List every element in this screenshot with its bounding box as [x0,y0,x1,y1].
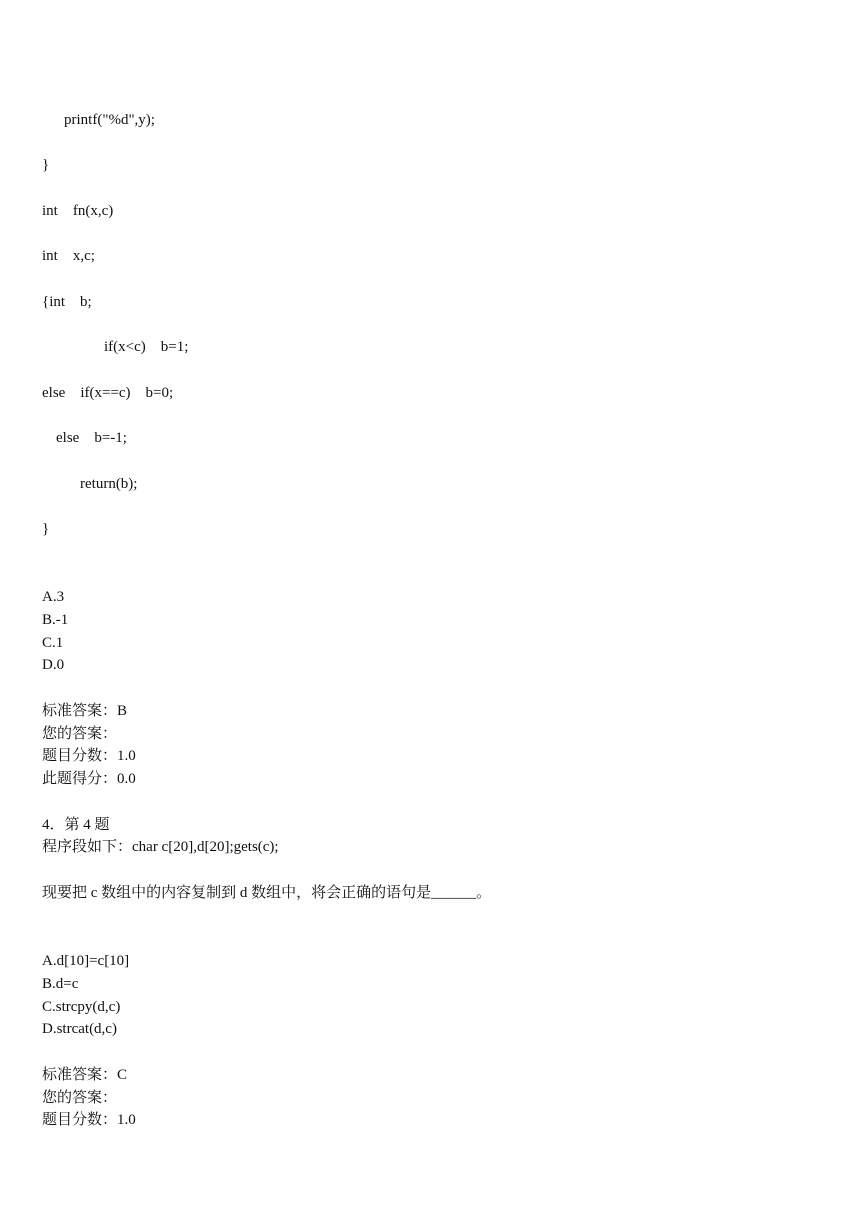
code-line: {int b; [42,294,92,310]
option-d: D.0 [42,657,65,673]
question-heading: 4．第 4 题 [42,817,110,833]
your-answer: 您的答案： [42,1090,118,1106]
code-line: } [42,157,50,173]
standard-answer: 标准答案：B [42,703,128,719]
option-c: C.strcpy(d,c) [42,999,121,1015]
code-line: else if(x==c) b=0; [42,385,174,401]
option-b: B.d=c [42,976,79,992]
your-answer: 您的答案： [42,726,118,742]
code-line: } [42,521,50,537]
option-c: C.1 [42,635,64,651]
standard-answer: 标准答案：C [42,1067,128,1083]
question-score: 题目分数：1.0 [42,748,136,764]
option-a: A.d[10]=c[10] [42,953,130,969]
question-score: 题目分数：1.0 [42,1112,136,1128]
option-a: A.3 [42,589,65,605]
code-line: int x,c; [42,248,95,264]
option-b: B.-1 [42,612,69,628]
code-line: int fn(x,c) [42,203,114,219]
code-line: else b=-1; [56,430,127,446]
earned-score: 此题得分：0.0 [42,771,136,787]
code-line: printf("%d",y); [64,112,155,128]
code-line: if(x<c) b=1; [104,339,189,355]
question-stem: 程序段如下：char c[20],d[20];gets(c); [42,839,279,855]
option-d: D.strcat(d,c) [42,1021,117,1037]
code-line: return(b); [80,476,138,492]
question-stem: 现要把 c 数组中的内容复制到 d 数组中，将会正确的语句是______。 [42,885,492,901]
